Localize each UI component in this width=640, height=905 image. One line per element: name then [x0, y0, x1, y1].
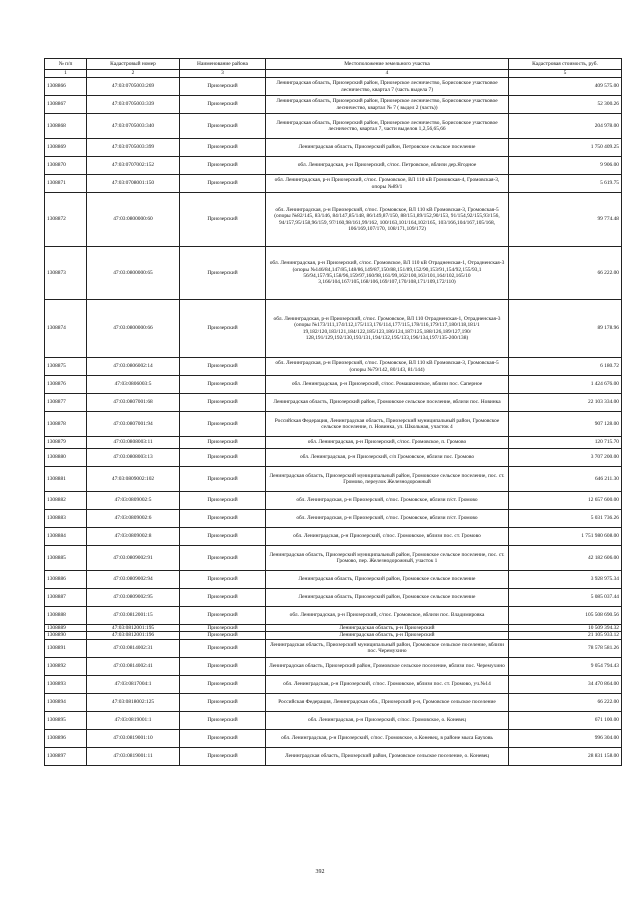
- location: обл. Ленинградская, р-н Приозерский, с/пос. Громовское, о. Коневец: [266, 711, 509, 729]
- district-name: Приозерский: [180, 528, 266, 546]
- row-number: 1308886: [45, 571, 87, 589]
- cadastral-value: 996 304.00: [509, 729, 622, 747]
- cadastral-number: 47:03:0812001:195: [87, 625, 180, 632]
- col-index-3: 3: [180, 70, 266, 78]
- row-number: 1308888: [45, 607, 87, 625]
- district-name: Приозерский: [180, 639, 266, 657]
- district-name: Приозерский: [180, 247, 266, 300]
- location: Ленинградская область, Приозерский муниципальный район, Громовское сельское поселение, пос. ст. Громово, переулок Железнодорожный: [266, 467, 509, 492]
- location: Ленинградская область, р-н Приозерский: [266, 625, 509, 632]
- district-name: Приозерский: [180, 96, 266, 114]
- row-number: 1308875: [45, 358, 87, 376]
- cadastral-number: 47:03:0809002:95: [87, 589, 180, 607]
- cadastral-number: 47:03:0809002:94: [87, 571, 180, 589]
- row-number: 1308892: [45, 657, 87, 675]
- col-index-2: 2: [87, 70, 180, 78]
- col-index-4: 4: [266, 70, 509, 78]
- cadastral-number: 47:03:0814002:31: [87, 639, 180, 657]
- cadastral-value: 52 300.26: [509, 96, 622, 114]
- cadastral-number: 47:03:0807001:68: [87, 394, 180, 412]
- col-header-number: № п/п: [45, 59, 87, 70]
- location: Ленинградская область, Приозерский муниципальный район, Громовское сельское поселение, вблизи пос. Черемухино: [266, 639, 509, 657]
- table-row: [45, 625, 622, 632]
- district-name: Приозерский: [180, 78, 266, 96]
- table-row: [45, 632, 622, 639]
- cadastral-number: 47:03:0819001:1: [87, 711, 180, 729]
- cadastral-number: 47:03:0812001:15: [87, 607, 180, 625]
- table-row: [45, 729, 622, 747]
- location: обл. Ленинградская, р-н Приозерский, с/пос. Ромашкинское, вблизи пос. Саперное: [266, 376, 509, 394]
- cadastral-value: 105 508 690.56: [509, 607, 622, 625]
- cadastral-number: 47:03:0809002:5: [87, 492, 180, 510]
- cadastral-value: 22 103 334.00: [509, 394, 622, 412]
- cadastral-value: 66 222.00: [509, 247, 622, 300]
- table-row: [45, 139, 622, 157]
- table-row: [45, 711, 622, 729]
- page-number: 392: [315, 869, 325, 875]
- row-number: 1308893: [45, 675, 87, 693]
- cadastral-value: 99 774.48: [509, 193, 622, 247]
- cadastral-number: 47:03:0809002:91: [87, 546, 180, 571]
- cadastral-number: 47:03:0800000:66: [87, 300, 180, 358]
- district-name: Приозерский: [180, 607, 266, 625]
- cadastral-value: 12 657 600.00: [509, 492, 622, 510]
- location: обл. Ленинградская, р-н Приозерский, с/пос. Громовское, ВЛ 110 кВ Громовская-4, Громовская-3, опоры №89/1: [266, 175, 509, 193]
- cadastral-value: 34 470 864.00: [509, 675, 622, 693]
- district-name: Приозерский: [180, 657, 266, 675]
- cadastral-number: 47:03:0809002:6: [87, 510, 180, 528]
- table-row: [45, 175, 622, 193]
- district-name: Приозерский: [180, 114, 266, 139]
- table-row: [45, 492, 622, 510]
- table-row: [45, 193, 622, 247]
- location: обл. Ленинградская, р-н Приозерский, с/пос. Громовское, вблизи п/ст. Громово: [266, 492, 509, 510]
- location: Ленинградская область, Приозерский район, Приозерское лесничество, Борисовское участковое лесничество, квартал 7, части выделов 1,2,56,65,66: [266, 114, 509, 139]
- cadastral-number: 47:03:0806003:5: [87, 376, 180, 394]
- cadastral-number: 47:03:0808003:11: [87, 437, 180, 449]
- col-header-cadastral: Кадастровый номер: [87, 59, 180, 70]
- row-number: 1308891: [45, 639, 87, 657]
- location: Ленинградская область, Приозерский район, Громовское сельское поселение, о. Коневец: [266, 747, 509, 765]
- table-body: [45, 78, 622, 766]
- row-number: 1308890: [45, 632, 87, 639]
- table-row: [45, 607, 622, 625]
- cadastral-value: 78 578 581.26: [509, 639, 622, 657]
- cadastral-value: 1 750 409.25: [509, 139, 622, 157]
- location: Ленинградская область, Приозерский район, Приозерское лесничество, Борисовское участковое лесничество, квартал 7 (часть выдела 7): [266, 78, 509, 96]
- row-number: 1308889: [45, 625, 87, 632]
- row-number: 1308871: [45, 175, 87, 193]
- location: Ленинградская область, р-н Приозерский: [266, 632, 509, 639]
- cadastral-number: 47:03:0806002:14: [87, 358, 180, 376]
- location: Российская Федерация, Ленинградская обл., Приозерский р-н, Громовское сельское поселение: [266, 693, 509, 711]
- cadastral-value: 204 978.00: [509, 114, 622, 139]
- row-number: 1308876: [45, 376, 87, 394]
- table-row: [45, 657, 622, 675]
- location: обл. Ленинградская, р-н Приозерский, с/п Громовское, вблизи пос. Громово: [266, 449, 509, 467]
- location: Ленинградская область, Приозерский муниципальный район, Громовское сельское поселение, пос. ст. Громово, пер. Железнодорожный, участок 1: [266, 546, 509, 571]
- cadastral-value: 9 054 794.43: [509, 657, 622, 675]
- row-number: 1308873: [45, 247, 87, 300]
- row-number: 1308884: [45, 528, 87, 546]
- district-name: Приозерский: [180, 139, 266, 157]
- cadastral-value: 21 105 933.12: [509, 632, 622, 639]
- cadastral-value: 6 180.72: [509, 358, 622, 376]
- row-number: 1308881: [45, 467, 87, 492]
- table-row: [45, 247, 622, 300]
- cadastral-value: 1 424 676.00: [509, 376, 622, 394]
- district-name: Приозерский: [180, 157, 266, 175]
- district-name: Приозерский: [180, 675, 266, 693]
- cadastral-value: 42 182 606.00: [509, 546, 622, 571]
- cadastral-value: 89 178.96: [509, 300, 622, 358]
- district-name: Приозерский: [180, 546, 266, 571]
- cadastral-number: 47:03:0809002:102: [87, 467, 180, 492]
- row-number: 1308895: [45, 711, 87, 729]
- cadastral-value: 3 928 975.34: [509, 571, 622, 589]
- cadastral-number: 47:03:0705003:399: [87, 139, 180, 157]
- cadastral-value: 3 707 200.00: [509, 449, 622, 467]
- table-header-row: [45, 59, 622, 70]
- district-name: Приозерский: [180, 358, 266, 376]
- cadastral-value: 646 211.30: [509, 467, 622, 492]
- cadastral-number: 47:03:0800000:60: [87, 193, 180, 247]
- table-row: [45, 114, 622, 139]
- row-number: 1308894: [45, 693, 87, 711]
- cadastral-value: 409 575.00: [509, 78, 622, 96]
- district-name: Приозерский: [180, 394, 266, 412]
- district-name: Приозерский: [180, 437, 266, 449]
- row-number: 1308883: [45, 510, 87, 528]
- table-row: [45, 449, 622, 467]
- cadastral-number: 47:03:0818002:125: [87, 693, 180, 711]
- location: обл. Ленинградская, р-н Приозерский, с/пос. Громовское, вблизи п/ст. Громово: [266, 510, 509, 528]
- cadastral-value: 28 831 158.00: [509, 747, 622, 765]
- cadastral-value: 1 751 980 608.00: [509, 528, 622, 546]
- district-name: Приозерский: [180, 693, 266, 711]
- cadastral-number: 47:03:0812001:196: [87, 632, 180, 639]
- cadastral-number: 47:03:0705003:340: [87, 114, 180, 139]
- district-name: Приозерский: [180, 632, 266, 639]
- district-name: Приозерский: [180, 300, 266, 358]
- district-name: Приозерский: [180, 467, 266, 492]
- row-number: 1308869: [45, 139, 87, 157]
- table-row: [45, 528, 622, 546]
- row-number: 1308872: [45, 193, 87, 247]
- cadastral-number: 47:03:0705003:339: [87, 96, 180, 114]
- row-number: 1308882: [45, 492, 87, 510]
- table-row: [45, 300, 622, 358]
- cadastral-number: 47:03:0819001:10: [87, 729, 180, 747]
- district-name: Приозерский: [180, 589, 266, 607]
- location: обл. Ленинградская, р-н Приозерский, с/пос. Громовское, ВЛ 110 Отрадненская-1, Отрадненская-3 (опоры №173/111,174/112,175/113,176/114,177/115,178/116,179/117,180/118,181/1 19,182/120,183/121,184/122,185/123,186/124,187/125,188/126,189/127,190/ 128,191/129,192/130,193/131,194/132,195/133,196/134,197/135-200/138): [266, 300, 509, 358]
- row-number: 1308877: [45, 394, 87, 412]
- location: обл. Ленинградская, р-н Приозерский, с/пос. Громовское, п. Громово: [266, 437, 509, 449]
- row-number: 1308887: [45, 589, 87, 607]
- row-number: 1308867: [45, 96, 87, 114]
- cadastral-number: 47:03:0707002:152: [87, 157, 180, 175]
- cadastral-number: 47:03:0807001:94: [87, 412, 180, 437]
- cadastral-value: 5 085 037.44: [509, 589, 622, 607]
- district-name: Приозерский: [180, 376, 266, 394]
- table-row: [45, 358, 622, 376]
- district-name: Приозерский: [180, 510, 266, 528]
- cadastral-number: 47:03:0808003:13: [87, 449, 180, 467]
- location: обл. Ленинградская, р-н Приозерский, с/пос. Громовское, ВЛ 110 кВ Отрадненская-1, Отрадненская-3 (опоры №146/84,147/85,148/86,149/87,150/88,151/89,152/90,153/91,154/92,155/93,1 56/94,157/95,158/96,159/97,160/98,161/99,162/100,163/101,164/102,165/10 3,166/104,167/105,168/106,169/107,170/108,171/109,172/110): [266, 247, 509, 300]
- cadastral-value: 5 619.75: [509, 175, 622, 193]
- row-number: 1308866: [45, 78, 87, 96]
- row-number: 1308870: [45, 157, 87, 175]
- location: Ленинградская область, Приозерский район, Петровское сельское поселение: [266, 139, 509, 157]
- table-row: [45, 747, 622, 765]
- table-row: [45, 589, 622, 607]
- table-row: [45, 639, 622, 657]
- location: Ленинградская область, Приозерский район, Приозерское лесничество, Борисовское участковое лесничество, квартал № 7 ( выдел 2 (часть)): [266, 96, 509, 114]
- table-row: [45, 96, 622, 114]
- table-row: [45, 675, 622, 693]
- cadastral-value: 907 128.00: [509, 412, 622, 437]
- col-index-5: 5: [509, 70, 622, 78]
- row-number: 1308897: [45, 747, 87, 765]
- col-header-location: Местоположение земельного участка: [266, 59, 509, 70]
- district-name: Приозерский: [180, 711, 266, 729]
- col-header-district: Наименование района: [180, 59, 266, 70]
- row-number: 1308885: [45, 546, 87, 571]
- table-row: [45, 376, 622, 394]
- table-row: [45, 157, 622, 175]
- table-row: [45, 693, 622, 711]
- location: Ленинградская область, Приозерский район, Громовское сельское поселение, вблизи пос. Новинка: [266, 394, 509, 412]
- cadastral-value: 10 509 394.32: [509, 625, 622, 632]
- location: обл. Ленинградская, р-н Приозерский, с/пос. Громовское, вблизи пос. ст. Громово, уч.№14: [266, 675, 509, 693]
- cadastral-number: 47:03:0705003:269: [87, 78, 180, 96]
- district-name: Приозерский: [180, 175, 266, 193]
- district-name: Приозерский: [180, 412, 266, 437]
- cadastral-number: 47:03:0819001:11: [87, 747, 180, 765]
- cadastral-value: 9 906.00: [509, 157, 622, 175]
- district-name: Приозерский: [180, 492, 266, 510]
- district-name: Приозерский: [180, 571, 266, 589]
- row-number: 1308878: [45, 412, 87, 437]
- location: Ленинградская область, Приозерский район, Громовское сельское поселение: [266, 589, 509, 607]
- row-number: 1308874: [45, 300, 87, 358]
- row-number: 1308880: [45, 449, 87, 467]
- location: обл. Ленинградская, р-н Приозерский, с/пос. Громовское, ВЛ 110 кВ Громовская-3, Громовская-5 (опоры №79/142, 80/143, 81/144): [266, 358, 509, 376]
- cadastral-value: 671 100.00: [509, 711, 622, 729]
- district-name: Приозерский: [180, 193, 266, 247]
- cadastral-value: 66 222.00: [509, 693, 622, 711]
- location: обл. Ленинградская, р-н Приозерский, с/пос. Громовское, вблизи пос. ст. Громово: [266, 528, 509, 546]
- table-row: [45, 394, 622, 412]
- row-number: 1308879: [45, 437, 87, 449]
- col-header-value: Кадастровая стоимость, руб.: [509, 59, 622, 70]
- cadastral-number: 47:03:0708001:150: [87, 175, 180, 193]
- table-row: [45, 571, 622, 589]
- table-row: [45, 78, 622, 96]
- table-numbering-row: [45, 70, 622, 78]
- location: Российская Федерация, Ленинградская область, Приозерский муниципальный район, Громовское сельское поселение, п. Новинка, ул. Школьная, участок 4: [266, 412, 509, 437]
- location: Ленинградская область, Приозерский район, Громовское сельское поселение, вблизи пос. Черемухино: [266, 657, 509, 675]
- location: обл. Ленинградская, р-н Приозерский, с/пос. Петровское, вблизи дер.Ягодное: [266, 157, 509, 175]
- district-name: Приозерский: [180, 747, 266, 765]
- district-name: Приозерский: [180, 449, 266, 467]
- district-name: Приозерский: [180, 729, 266, 747]
- table-row: [45, 546, 622, 571]
- table-row: [45, 467, 622, 492]
- location: обл. Ленинградская, р-н Приозерский, с/пос. Громовское, ВЛ 110 кВ Громовская-3, Громовская-5 (опоры №82/145, 83/146, 84/147,85/148, 86/149,87/150, 88/151,89/152,90/153, 91/154,92/155,93/156, 94/157,95/158,96/159, 97/160,98/161,99/162, 100/163,101/164,102/165, 103/166,104/167,105/168, 106/169,107/170, 108/171,109/172): [266, 193, 509, 247]
- cadastral-table: [44, 58, 622, 766]
- location: обл. Ленинградская, р-н Приозерский, с/пос. Громовское, вблизи пос. Владимировка: [266, 607, 509, 625]
- cadastral-value: 120 715.70: [509, 437, 622, 449]
- cadastral-value: 5 031 736.26: [509, 510, 622, 528]
- cadastral-number: 47:03:0809002:8: [87, 528, 180, 546]
- district-name: Приозерский: [180, 625, 266, 632]
- cadastral-number: 47:03:0800000:65: [87, 247, 180, 300]
- table-row: [45, 412, 622, 437]
- table-row: [45, 437, 622, 449]
- cadastral-number: 47:03:0817004:1: [87, 675, 180, 693]
- location: Ленинградская область, Приозерский район, Громовское сельское поселение: [266, 571, 509, 589]
- table-row: [45, 510, 622, 528]
- location: обл. Ленинградская, р-н Приозерский, с/пос. Громовское, о.Коневец, в районе мыса Бауховь: [266, 729, 509, 747]
- cadastral-number: 47:03:0814002:41: [87, 657, 180, 675]
- row-number: 1308896: [45, 729, 87, 747]
- row-number: 1308868: [45, 114, 87, 139]
- col-index-1: 1: [45, 70, 87, 78]
